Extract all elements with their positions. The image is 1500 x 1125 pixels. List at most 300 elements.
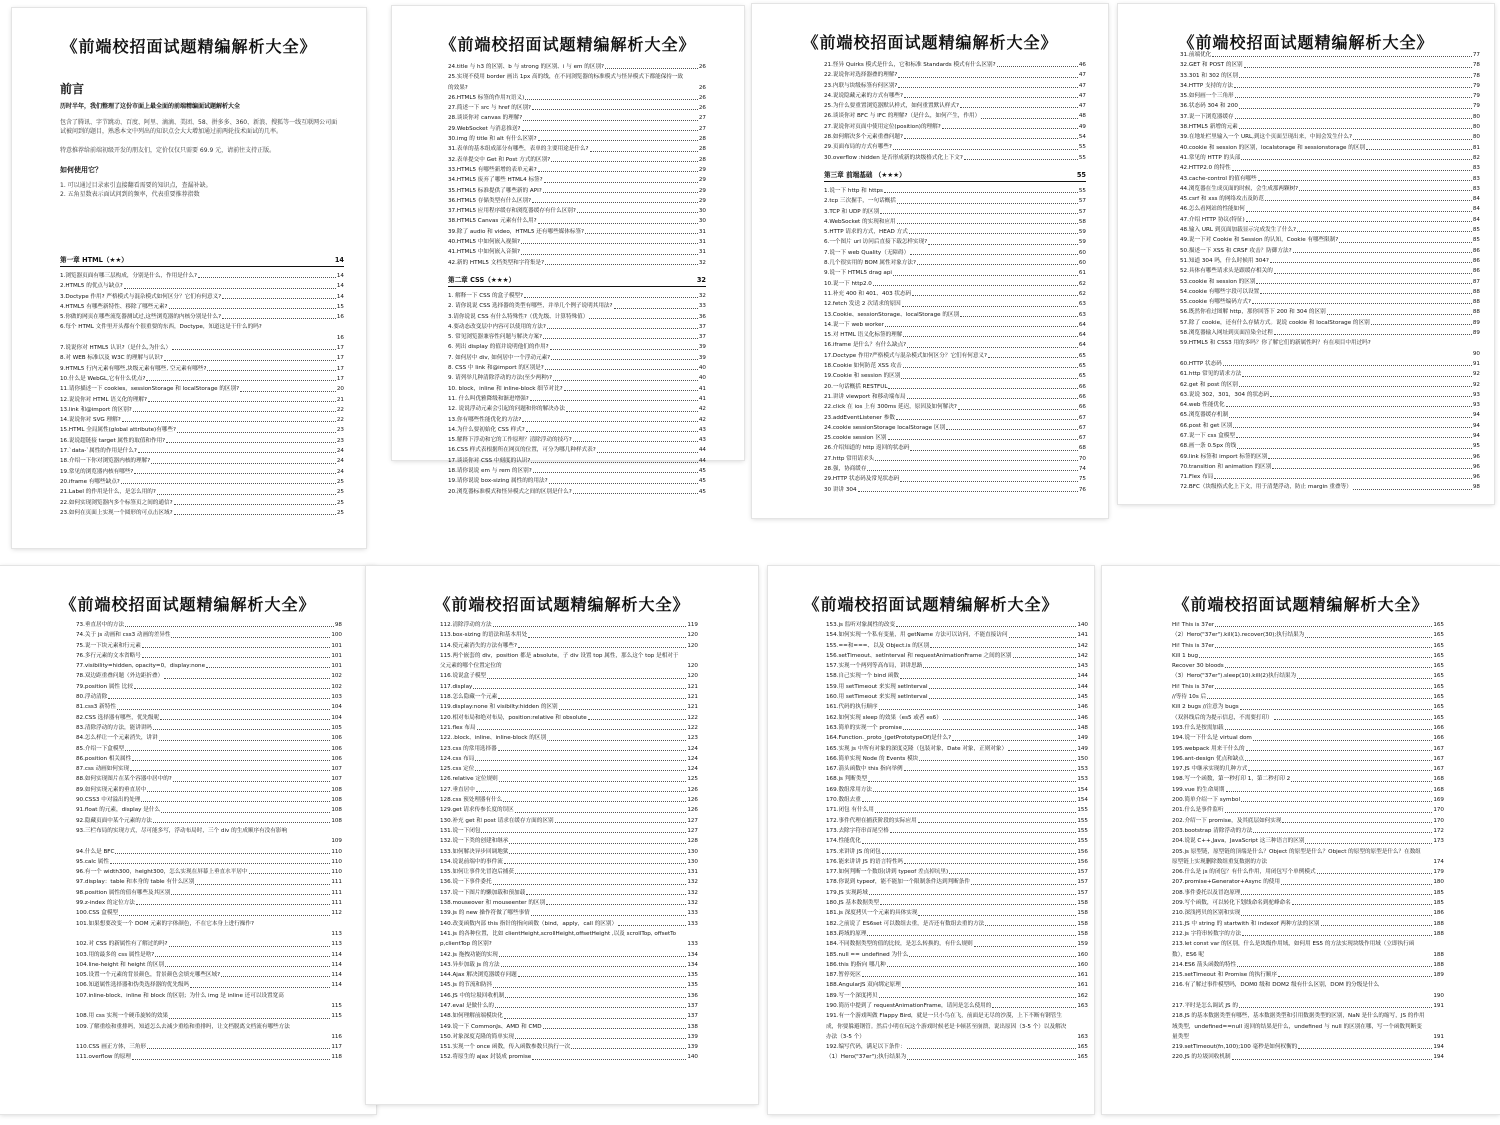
toc-entry[interactable] bbox=[826, 795, 1088, 805]
toc-entry[interactable] bbox=[76, 641, 342, 651]
toc-entry[interactable] bbox=[1172, 816, 1444, 826]
toc-entry[interactable] bbox=[440, 795, 698, 805]
toc-entry[interactable] bbox=[824, 340, 1086, 350]
toc-entry[interactable] bbox=[824, 248, 1086, 258]
toc-entry[interactable] bbox=[1180, 390, 1480, 400]
toc-entry[interactable] bbox=[448, 435, 706, 445]
toc-entry[interactable] bbox=[448, 425, 706, 435]
toc-entry[interactable] bbox=[440, 1042, 698, 1052]
toc-entry[interactable] bbox=[1172, 826, 1444, 836]
toc-entry[interactable] bbox=[440, 754, 698, 764]
toc-entry[interactable] bbox=[1180, 235, 1480, 245]
toc-entry[interactable] bbox=[826, 857, 1088, 867]
toc-entry[interactable] bbox=[826, 877, 1088, 887]
toc-entry[interactable] bbox=[448, 186, 706, 196]
toc-entry[interactable] bbox=[826, 908, 1088, 918]
toc-entry[interactable] bbox=[1172, 754, 1444, 764]
toc-entry[interactable] bbox=[76, 847, 342, 857]
toc-entry[interactable] bbox=[448, 113, 706, 123]
toc-entry[interactable] bbox=[60, 322, 344, 343]
toc-entry[interactable] bbox=[440, 805, 698, 815]
toc-entry[interactable] bbox=[826, 898, 1088, 908]
toc-entry[interactable] bbox=[1172, 919, 1444, 929]
toc-entry[interactable] bbox=[448, 72, 706, 93]
toc-entry[interactable] bbox=[824, 122, 1086, 132]
toc-entry[interactable] bbox=[60, 292, 344, 302]
toc-entry[interactable] bbox=[76, 991, 342, 1012]
toc-entry[interactable] bbox=[1180, 112, 1480, 122]
toc-entry[interactable] bbox=[440, 1052, 698, 1062]
toc-entry[interactable] bbox=[826, 991, 1088, 1001]
toc-entry[interactable] bbox=[440, 847, 698, 857]
toc-entry[interactable] bbox=[60, 477, 344, 487]
toc-entry[interactable] bbox=[1180, 163, 1480, 173]
toc-entry[interactable] bbox=[826, 847, 1088, 857]
toc-entry[interactable] bbox=[824, 81, 1086, 91]
toc-entry[interactable] bbox=[824, 443, 1086, 453]
toc-entry[interactable] bbox=[76, 651, 342, 661]
toc-entry[interactable] bbox=[448, 476, 706, 486]
toc-entry[interactable] bbox=[440, 744, 698, 754]
toc-entry[interactable] bbox=[824, 279, 1086, 289]
toc-entry[interactable] bbox=[76, 785, 342, 795]
toc-entry[interactable] bbox=[826, 733, 1088, 743]
toc-entry[interactable] bbox=[826, 867, 1088, 877]
toc-entry[interactable] bbox=[1180, 482, 1480, 492]
toc-entry[interactable] bbox=[60, 353, 344, 363]
toc-entry[interactable] bbox=[1172, 1011, 1444, 1042]
toc-entry[interactable] bbox=[824, 268, 1086, 278]
toc-entry[interactable] bbox=[440, 785, 698, 795]
toc-entry[interactable] bbox=[824, 310, 1086, 320]
toc-entry[interactable] bbox=[826, 960, 1088, 970]
toc-entry[interactable] bbox=[826, 702, 1088, 712]
toc-entry[interactable] bbox=[76, 671, 342, 681]
toc-entry[interactable] bbox=[440, 816, 698, 826]
toc-entry[interactable] bbox=[1172, 620, 1444, 630]
toc-entry[interactable] bbox=[826, 692, 1088, 702]
toc-entry[interactable] bbox=[60, 425, 344, 435]
toc-entry[interactable] bbox=[440, 692, 698, 702]
toc-entry[interactable] bbox=[1180, 101, 1480, 111]
toc-entry[interactable] bbox=[448, 363, 706, 373]
toc-entry[interactable] bbox=[1172, 1001, 1444, 1011]
toc-entry[interactable] bbox=[448, 487, 706, 497]
toc-entry[interactable] bbox=[448, 445, 706, 455]
toc-entry[interactable] bbox=[448, 322, 706, 332]
toc-entry[interactable] bbox=[76, 857, 342, 867]
toc-entry[interactable] bbox=[448, 227, 706, 237]
toc-entry[interactable] bbox=[76, 1022, 342, 1043]
toc-entry[interactable] bbox=[440, 919, 698, 929]
toc-entry[interactable] bbox=[1172, 641, 1444, 651]
toc-entry[interactable] bbox=[1172, 847, 1444, 868]
toc-entry[interactable] bbox=[826, 764, 1088, 774]
toc-entry[interactable] bbox=[826, 929, 1088, 939]
toc-entry[interactable] bbox=[824, 237, 1086, 247]
toc-entry[interactable] bbox=[76, 805, 342, 815]
toc-entry[interactable] bbox=[60, 271, 344, 281]
toc-entry[interactable] bbox=[60, 508, 344, 518]
toc-entry[interactable] bbox=[76, 877, 342, 887]
toc-entry[interactable] bbox=[826, 950, 1088, 960]
toc-entry[interactable] bbox=[824, 382, 1086, 392]
toc-entry[interactable] bbox=[448, 353, 706, 363]
toc-entry[interactable] bbox=[448, 456, 706, 466]
toc-entry[interactable] bbox=[440, 991, 698, 1001]
toc-entry[interactable] bbox=[1172, 970, 1444, 980]
toc-entry[interactable] bbox=[440, 877, 698, 887]
toc-entry[interactable] bbox=[826, 836, 1088, 846]
toc-entry[interactable] bbox=[1172, 692, 1444, 702]
toc-entry[interactable] bbox=[1172, 929, 1444, 939]
toc-entry[interactable] bbox=[824, 196, 1086, 206]
toc-entry[interactable] bbox=[76, 826, 342, 847]
toc-entry[interactable] bbox=[826, 671, 1088, 681]
toc-entry[interactable] bbox=[440, 733, 698, 743]
toc-entry[interactable] bbox=[1180, 225, 1480, 235]
toc-entry[interactable] bbox=[76, 970, 342, 980]
toc-entry[interactable] bbox=[440, 826, 698, 836]
chapter-heading[interactable] bbox=[448, 274, 706, 287]
toc-entry[interactable] bbox=[824, 132, 1086, 142]
toc-entry[interactable] bbox=[76, 630, 342, 640]
toc-entry[interactable] bbox=[1180, 184, 1480, 194]
toc-entry[interactable] bbox=[440, 702, 698, 712]
toc-entry[interactable] bbox=[824, 474, 1086, 484]
toc-entry[interactable] bbox=[1180, 132, 1480, 142]
toc-entry[interactable] bbox=[76, 682, 342, 692]
toc-entry[interactable] bbox=[76, 898, 342, 908]
toc-entry[interactable] bbox=[1172, 733, 1444, 743]
toc-entry[interactable] bbox=[76, 960, 342, 970]
toc-entry[interactable] bbox=[826, 805, 1088, 815]
toc-entry[interactable] bbox=[824, 153, 1086, 163]
toc-entry[interactable] bbox=[440, 950, 698, 960]
toc-entry[interactable] bbox=[1172, 1042, 1444, 1052]
toc-entry[interactable] bbox=[1180, 472, 1480, 482]
toc-entry[interactable] bbox=[824, 207, 1086, 217]
toc-entry[interactable] bbox=[826, 1052, 1088, 1062]
toc-entry[interactable] bbox=[448, 332, 706, 342]
toc-entry[interactable] bbox=[60, 446, 344, 456]
toc-entry[interactable] bbox=[1180, 266, 1480, 276]
toc-entry[interactable] bbox=[824, 101, 1086, 111]
toc-entry[interactable] bbox=[60, 343, 344, 353]
toc-entry[interactable] bbox=[440, 980, 698, 990]
toc-entry[interactable] bbox=[1180, 246, 1480, 256]
toc-entry[interactable] bbox=[1172, 980, 1444, 1001]
toc-entry[interactable] bbox=[1172, 702, 1444, 712]
toc-entry[interactable] bbox=[440, 1001, 698, 1011]
toc-entry[interactable] bbox=[60, 456, 344, 466]
toc-entry[interactable] bbox=[448, 342, 706, 352]
toc-entry[interactable] bbox=[1180, 122, 1480, 132]
toc-entry[interactable] bbox=[440, 774, 698, 784]
toc-entry[interactable] bbox=[1172, 661, 1444, 671]
toc-entry[interactable] bbox=[824, 361, 1086, 371]
toc-entry[interactable] bbox=[1180, 277, 1480, 287]
toc-entry[interactable] bbox=[76, 702, 342, 712]
toc-entry[interactable] bbox=[76, 919, 342, 940]
toc-entry[interactable] bbox=[1172, 682, 1444, 692]
toc-entry[interactable] bbox=[826, 980, 1088, 990]
toc-entry[interactable] bbox=[826, 919, 1088, 929]
toc-entry[interactable] bbox=[440, 682, 698, 692]
toc-entry[interactable] bbox=[440, 1011, 698, 1021]
toc-entry[interactable] bbox=[1180, 60, 1480, 70]
toc-entry[interactable] bbox=[1172, 877, 1444, 887]
toc-entry[interactable] bbox=[1172, 836, 1444, 846]
toc-entry[interactable] bbox=[60, 384, 344, 394]
toc-entry[interactable] bbox=[76, 1011, 342, 1021]
chapter-heading[interactable] bbox=[60, 254, 344, 267]
toc-entry[interactable] bbox=[1180, 380, 1480, 390]
toc-entry[interactable] bbox=[826, 744, 1088, 754]
toc-entry[interactable] bbox=[448, 301, 706, 311]
toc-entry[interactable] bbox=[448, 415, 706, 425]
toc-entry[interactable] bbox=[1172, 908, 1444, 918]
toc-entry[interactable] bbox=[440, 929, 698, 950]
toc-entry[interactable] bbox=[440, 713, 698, 723]
toc-entry[interactable] bbox=[1180, 431, 1480, 441]
toc-entry[interactable] bbox=[448, 466, 706, 476]
toc-entry[interactable] bbox=[448, 258, 706, 268]
toc-entry[interactable] bbox=[1172, 744, 1444, 754]
toc-entry[interactable] bbox=[1180, 143, 1480, 153]
toc-entry[interactable] bbox=[448, 134, 706, 144]
toc-entry[interactable] bbox=[448, 216, 706, 226]
toc-entry[interactable] bbox=[440, 888, 698, 898]
toc-entry[interactable] bbox=[824, 217, 1086, 227]
toc-entry[interactable] bbox=[824, 464, 1086, 474]
toc-entry[interactable] bbox=[826, 888, 1088, 898]
toc-entry[interactable] bbox=[440, 970, 698, 980]
toc-entry[interactable] bbox=[824, 454, 1086, 464]
toc-entry[interactable] bbox=[76, 888, 342, 898]
toc-entry[interactable] bbox=[826, 723, 1088, 733]
toc-entry[interactable] bbox=[826, 970, 1088, 980]
toc-entry[interactable] bbox=[76, 733, 342, 743]
toc-entry[interactable] bbox=[824, 91, 1086, 101]
toc-entry[interactable] bbox=[440, 630, 698, 640]
toc-entry[interactable] bbox=[1180, 400, 1480, 410]
toc-entry[interactable] bbox=[448, 312, 706, 322]
toc-entry[interactable] bbox=[1172, 867, 1444, 877]
toc-entry[interactable] bbox=[76, 692, 342, 702]
toc-entry[interactable] bbox=[826, 620, 1088, 630]
toc-entry[interactable] bbox=[824, 258, 1086, 268]
toc-entry[interactable] bbox=[76, 723, 342, 733]
toc-entry[interactable] bbox=[826, 1042, 1088, 1052]
toc-entry[interactable] bbox=[826, 682, 1088, 692]
toc-entry[interactable] bbox=[1180, 81, 1480, 91]
toc-entry[interactable] bbox=[60, 467, 344, 477]
chapter-heading[interactable] bbox=[824, 169, 1086, 182]
toc-entry[interactable] bbox=[76, 620, 342, 630]
toc-entry[interactable] bbox=[60, 281, 344, 291]
toc-entry[interactable] bbox=[826, 939, 1088, 949]
toc-entry[interactable] bbox=[824, 142, 1086, 152]
toc-entry[interactable] bbox=[448, 62, 706, 72]
toc-entry[interactable] bbox=[1180, 194, 1480, 204]
toc-entry[interactable] bbox=[1172, 898, 1444, 908]
toc-entry[interactable] bbox=[76, 744, 342, 754]
toc-entry[interactable] bbox=[1172, 795, 1444, 805]
toc-entry[interactable] bbox=[1180, 256, 1480, 266]
toc-entry[interactable] bbox=[1180, 410, 1480, 420]
toc-entry[interactable] bbox=[1180, 91, 1480, 101]
toc-entry[interactable] bbox=[1180, 297, 1480, 307]
toc-entry[interactable] bbox=[1172, 774, 1444, 784]
toc-entry[interactable] bbox=[60, 436, 344, 446]
toc-entry[interactable] bbox=[60, 312, 344, 322]
toc-entry[interactable] bbox=[76, 754, 342, 764]
toc-entry[interactable] bbox=[1180, 153, 1480, 163]
toc-entry[interactable] bbox=[60, 405, 344, 415]
toc-entry[interactable] bbox=[76, 1042, 342, 1052]
toc-entry[interactable] bbox=[1172, 713, 1444, 723]
toc-entry[interactable] bbox=[1172, 939, 1444, 960]
toc-entry[interactable] bbox=[440, 867, 698, 877]
toc-entry[interactable] bbox=[448, 237, 706, 247]
toc-entry[interactable] bbox=[1180, 174, 1480, 184]
toc-entry[interactable] bbox=[448, 165, 706, 175]
toc-entry[interactable] bbox=[824, 371, 1086, 381]
toc-entry[interactable] bbox=[1180, 462, 1480, 472]
toc-entry[interactable] bbox=[440, 651, 698, 672]
toc-entry[interactable] bbox=[1172, 764, 1444, 774]
toc-entry[interactable] bbox=[826, 641, 1088, 651]
toc-entry[interactable] bbox=[76, 867, 342, 877]
toc-entry[interactable] bbox=[1180, 318, 1480, 328]
toc-entry[interactable] bbox=[824, 351, 1086, 361]
toc-entry[interactable] bbox=[1180, 359, 1480, 369]
toc-entry[interactable] bbox=[826, 713, 1088, 723]
toc-entry[interactable] bbox=[824, 330, 1086, 340]
toc-entry[interactable] bbox=[448, 384, 706, 394]
toc-entry[interactable] bbox=[826, 630, 1088, 640]
toc-entry[interactable] bbox=[448, 175, 706, 185]
toc-entry[interactable] bbox=[76, 713, 342, 723]
toc-entry[interactable] bbox=[76, 774, 342, 784]
toc-entry[interactable] bbox=[76, 1052, 342, 1062]
toc-entry[interactable] bbox=[76, 816, 342, 826]
toc-entry[interactable] bbox=[76, 950, 342, 960]
toc-entry[interactable] bbox=[826, 651, 1088, 661]
toc-entry[interactable] bbox=[1172, 671, 1444, 681]
toc-entry[interactable] bbox=[440, 908, 698, 918]
toc-entry[interactable] bbox=[1172, 960, 1444, 970]
toc-entry[interactable] bbox=[1172, 1052, 1444, 1062]
toc-entry[interactable] bbox=[448, 124, 706, 134]
toc-entry[interactable] bbox=[1172, 805, 1444, 815]
toc-entry[interactable] bbox=[824, 299, 1086, 309]
toc-entry[interactable] bbox=[1180, 369, 1480, 379]
toc-entry[interactable] bbox=[1180, 421, 1480, 431]
toc-entry[interactable] bbox=[824, 289, 1086, 299]
toc-entry[interactable] bbox=[448, 155, 706, 165]
toc-entry[interactable] bbox=[824, 402, 1086, 412]
toc-entry[interactable] bbox=[826, 1001, 1088, 1011]
toc-entry[interactable] bbox=[1172, 785, 1444, 795]
toc-entry[interactable] bbox=[440, 641, 698, 651]
toc-entry[interactable] bbox=[448, 291, 706, 301]
toc-entry[interactable] bbox=[1180, 338, 1480, 359]
toc-entry[interactable] bbox=[60, 364, 344, 374]
toc-entry[interactable] bbox=[1180, 215, 1480, 225]
toc-entry[interactable] bbox=[826, 774, 1088, 784]
toc-entry[interactable] bbox=[824, 320, 1086, 330]
toc-entry[interactable] bbox=[824, 186, 1086, 196]
toc-entry[interactable] bbox=[1180, 307, 1480, 317]
toc-entry[interactable] bbox=[60, 498, 344, 508]
toc-entry[interactable] bbox=[1180, 452, 1480, 462]
toc-entry[interactable] bbox=[826, 1011, 1088, 1042]
toc-entry[interactable] bbox=[60, 302, 344, 312]
toc-entry[interactable] bbox=[1180, 287, 1480, 297]
toc-entry[interactable] bbox=[440, 1032, 698, 1042]
toc-entry[interactable] bbox=[1172, 651, 1444, 661]
toc-entry[interactable] bbox=[440, 960, 698, 970]
toc-entry[interactable] bbox=[1180, 50, 1480, 60]
toc-entry[interactable] bbox=[60, 395, 344, 405]
toc-entry[interactable] bbox=[440, 723, 698, 733]
toc-entry[interactable] bbox=[448, 144, 706, 154]
toc-entry[interactable] bbox=[826, 816, 1088, 826]
toc-entry[interactable] bbox=[76, 764, 342, 774]
toc-entry[interactable] bbox=[76, 939, 342, 949]
toc-entry[interactable] bbox=[448, 206, 706, 216]
toc-entry[interactable] bbox=[440, 620, 698, 630]
toc-entry[interactable] bbox=[1180, 441, 1480, 451]
toc-entry[interactable] bbox=[824, 111, 1086, 121]
toc-entry[interactable] bbox=[60, 374, 344, 384]
toc-entry[interactable] bbox=[448, 394, 706, 404]
toc-entry[interactable] bbox=[448, 247, 706, 257]
toc-entry[interactable] bbox=[448, 196, 706, 206]
toc-entry[interactable] bbox=[60, 487, 344, 497]
toc-entry[interactable] bbox=[824, 433, 1086, 443]
toc-entry[interactable] bbox=[448, 103, 706, 113]
toc-entry[interactable] bbox=[448, 93, 706, 103]
toc-entry[interactable] bbox=[1180, 71, 1480, 81]
toc-entry[interactable] bbox=[1172, 888, 1444, 898]
toc-entry[interactable] bbox=[1172, 723, 1444, 733]
toc-entry[interactable] bbox=[440, 898, 698, 908]
toc-entry[interactable] bbox=[1180, 204, 1480, 214]
toc-entry[interactable] bbox=[824, 423, 1086, 433]
toc-entry[interactable] bbox=[824, 392, 1086, 402]
toc-entry[interactable] bbox=[440, 671, 698, 681]
toc-entry[interactable] bbox=[440, 1022, 698, 1032]
toc-entry[interactable] bbox=[76, 980, 342, 990]
toc-entry[interactable] bbox=[824, 413, 1086, 423]
toc-entry[interactable] bbox=[440, 836, 698, 846]
toc-entry[interactable] bbox=[826, 661, 1088, 671]
toc-entry[interactable] bbox=[60, 415, 344, 425]
toc-entry[interactable] bbox=[440, 857, 698, 867]
toc-entry[interactable] bbox=[1172, 630, 1444, 640]
toc-entry[interactable] bbox=[824, 227, 1086, 237]
toc-entry[interactable] bbox=[826, 826, 1088, 836]
toc-entry[interactable] bbox=[76, 908, 342, 918]
toc-entry[interactable] bbox=[824, 70, 1086, 80]
toc-entry[interactable] bbox=[448, 404, 706, 414]
toc-entry[interactable] bbox=[440, 764, 698, 774]
toc-entry[interactable] bbox=[826, 785, 1088, 795]
toc-entry[interactable] bbox=[824, 60, 1086, 70]
